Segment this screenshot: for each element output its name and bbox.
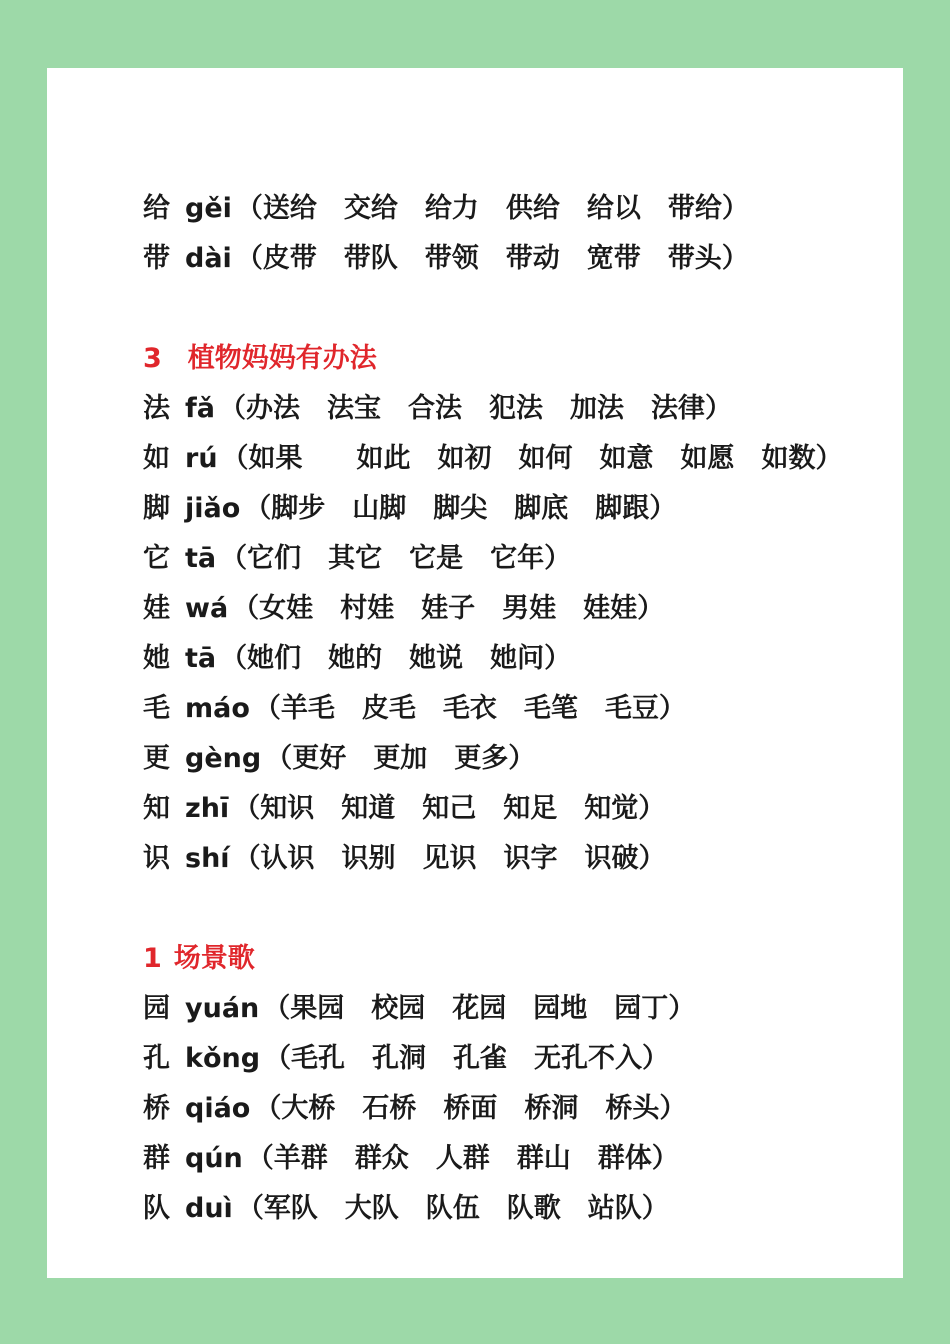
entry-pinyin: máo bbox=[185, 693, 250, 724]
entry-row bbox=[143, 834, 843, 884]
entry-words: （认识 识别 见识 识字 识破） bbox=[233, 843, 666, 874]
entry-char: 脚 bbox=[143, 493, 170, 524]
entry-words: （更好 更加 更多） bbox=[265, 743, 536, 774]
entry-char: 带 bbox=[143, 243, 170, 274]
entry-words: （果园 校园 花园 园地 园丁） bbox=[263, 993, 696, 1024]
entry-words: （大桥 石桥 桥面 桥洞 桥头） bbox=[254, 1093, 687, 1124]
entry-words: （它们 其它 它是 它年） bbox=[220, 543, 572, 574]
entry-row bbox=[143, 484, 843, 534]
entry-row bbox=[143, 234, 843, 284]
entry-char: 给 bbox=[143, 193, 170, 224]
entry-words: （毛孔 孔洞 孔雀 无孔不入） bbox=[264, 1043, 670, 1074]
section-heading bbox=[143, 334, 843, 384]
entry-words: （脚步 山脚 脚尖 脚底 脚跟） bbox=[244, 493, 677, 524]
entry-char: 它 bbox=[143, 543, 170, 574]
section-title: 场景歌 bbox=[173, 943, 255, 974]
entry-words: （军队 大队 队伍 队歌 站队） bbox=[236, 1193, 669, 1224]
entry-words: （女娃 村娃 娃子 男娃 娃娃） bbox=[232, 593, 665, 624]
entry-pinyin: kǒng bbox=[185, 1043, 261, 1074]
entry-pinyin: gèng bbox=[185, 743, 262, 774]
entry-row bbox=[143, 984, 843, 1034]
entry-pinyin: tā bbox=[185, 643, 217, 674]
entry-char: 娃 bbox=[143, 593, 170, 624]
entry-pinyin: wá bbox=[185, 593, 229, 624]
entry-pinyin: duì bbox=[185, 1193, 233, 1224]
entry-row bbox=[143, 184, 843, 234]
entry-row bbox=[143, 684, 843, 734]
entry-pinyin: fǎ bbox=[185, 393, 215, 424]
entry-pinyin: zhī bbox=[185, 793, 230, 824]
entry-row bbox=[143, 1084, 843, 1134]
entry-char: 园 bbox=[143, 993, 170, 1024]
entry-pinyin: dài bbox=[185, 243, 232, 274]
section-number: 1 bbox=[143, 943, 162, 974]
entry-pinyin: qún bbox=[185, 1143, 243, 1174]
entry-pinyin: yuán bbox=[185, 993, 260, 1024]
entry-pinyin: shí bbox=[185, 843, 230, 874]
entry-char: 她 bbox=[143, 643, 170, 674]
entry-words: （办法 法宝 合法 犯法 加法 法律） bbox=[218, 393, 732, 424]
entry-row bbox=[143, 634, 843, 684]
entry-pinyin: tā bbox=[185, 543, 217, 574]
entry-row bbox=[143, 434, 843, 484]
entry-words: （知识 知道 知己 知足 知觉） bbox=[233, 793, 666, 824]
section-heading bbox=[143, 934, 843, 984]
entry-char: 孔 bbox=[143, 1043, 170, 1074]
entry-char: 知 bbox=[143, 793, 170, 824]
entry-char: 如 bbox=[143, 443, 170, 474]
entry-row bbox=[143, 1184, 843, 1234]
section-number: 3 bbox=[143, 343, 162, 374]
entry-pinyin: gěi bbox=[185, 193, 232, 224]
entry-row bbox=[143, 584, 843, 634]
entry-char: 识 bbox=[143, 843, 170, 874]
entry-char: 桥 bbox=[143, 1093, 170, 1124]
entry-row bbox=[143, 734, 843, 784]
entry-pinyin: rú bbox=[185, 443, 218, 474]
entry-words: （羊群 群众 人群 群山 群体） bbox=[246, 1143, 679, 1174]
entry-row bbox=[143, 784, 843, 834]
vocabulary-list bbox=[143, 184, 843, 1234]
entry-char: 群 bbox=[143, 1143, 170, 1174]
entry-row bbox=[143, 1134, 843, 1184]
entry-row bbox=[143, 534, 843, 584]
entry-char: 毛 bbox=[143, 693, 170, 724]
page-sheet bbox=[47, 68, 903, 1278]
entry-pinyin: jiǎo bbox=[185, 493, 241, 524]
entry-pinyin: qiáo bbox=[185, 1093, 251, 1124]
entry-char: 队 bbox=[143, 1193, 170, 1224]
entry-row bbox=[143, 1034, 843, 1084]
entry-words: （如果 如此 如初 如何 如意 如愿 如数） bbox=[221, 443, 843, 474]
entry-char: 更 bbox=[143, 743, 170, 774]
entry-char: 法 bbox=[143, 393, 170, 424]
entry-words: （羊毛 皮毛 毛衣 毛笔 毛豆） bbox=[253, 693, 686, 724]
entry-row bbox=[143, 384, 843, 434]
entry-words: （皮带 带队 带领 带动 宽带 带头） bbox=[235, 243, 749, 274]
section-title: 植物妈妈有办法 bbox=[187, 343, 377, 374]
entry-words: （送给 交给 给力 供给 给以 带给） bbox=[235, 193, 749, 224]
entry-words: （她们 她的 她说 她问） bbox=[220, 643, 572, 674]
